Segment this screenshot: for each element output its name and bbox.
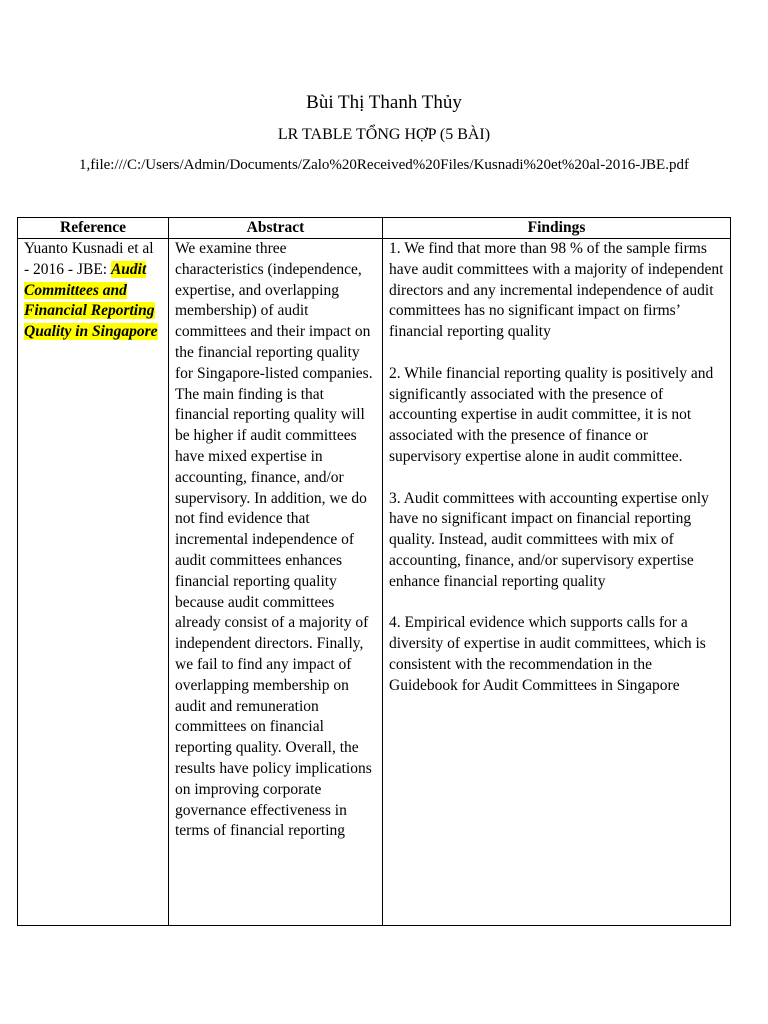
column-header-findings: Findings — [383, 218, 731, 239]
abstract-text: We examine three characteristics (independence, expertise, and overlapping membership) of audit committees and their impact on the financial reporting quality for Singapore-listed companies. The main finding is that financial reporting quality will be higher if audit committees have mixed expertise in accounting, finance, and/or supervisory. In addition, we do not find evidence that incremental independence of audit committees enhances financial reporting quality because audit committees already consist of a majority of independent directors. Finally, we fail to find any impact of overlapping membership on audit and remuneration committees on financial reporting quality. Overall, the results have policy implications on improving corporate governance effectiveness in terms of financial reporting — [175, 240, 373, 840]
reference-title-highlighted: Audit Committees and Financial Reporting Quality in Singapore — [24, 260, 158, 341]
reference-cell — [18, 239, 169, 926]
table-header-row — [18, 218, 731, 239]
reference-authors: Yuanto Kusnadi et al - 2016 - JBE: — [24, 240, 154, 278]
finding-item: 4. Empirical evidence which supports calls for a diversity of expertise in audit committees, which is consistent with the recommendation in the Guidebook for Audit Committees in Singapore — [389, 614, 706, 694]
file-path: 1,file:///C:/Users/Admin/Documents/Zalo%20Received%20Files/Kusnadi%20et%20al-2016-JBE.pdf — [79, 157, 689, 173]
finding-item: 2. While financial reporting quality is positively and significantly associated with the presence of accounting expertise in audit committee, it is not associated with the presence of finance or supervisory expertise alone in audit committee. — [389, 364, 714, 465]
table-row — [18, 239, 731, 926]
column-header-abstract: Abstract — [169, 218, 383, 239]
finding-item: 3. Audit committees with accounting expertise only have no significant impact on financial reporting quality. Instead, audit committees with mix of accounting, finance, and/or supervisory expertise enhance financial reporting quality — [389, 489, 709, 590]
finding-item: 1. We find that more than 98 % of the sample firms have audit committees with a majority of independent directors and any incremental independence of audit committees has no significant impact on firms’ financial reporting quality — [389, 240, 724, 341]
document-author: Bùi Thị Thanh Thủy — [306, 92, 462, 113]
column-header-reference: Reference — [18, 218, 169, 239]
document-subtitle: LR TABLE TỔNG HỢP (5 BÀI) — [277, 126, 491, 143]
abstract-cell — [169, 239, 383, 926]
literature-review-table — [17, 217, 731, 926]
findings-cell — [383, 239, 731, 926]
